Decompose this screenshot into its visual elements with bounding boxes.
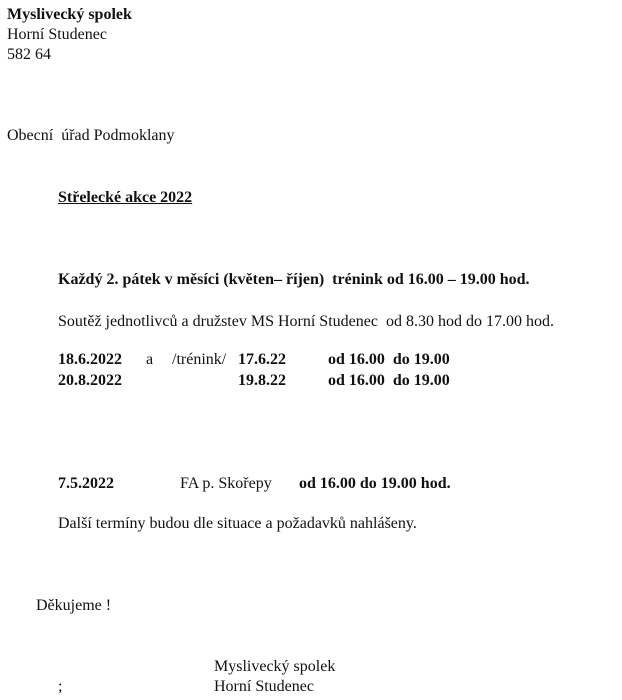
event-date: 18.6.2022	[58, 351, 122, 368]
recipient: Obecní úřad Podmoklany	[7, 127, 175, 144]
signature-place: Horní Studenec	[214, 678, 314, 695]
event-training-date: 19.8.22	[238, 372, 286, 389]
event-training-label: /trénink/	[172, 351, 227, 368]
event-date: 20.8.2022	[58, 372, 122, 389]
fa-event-time: od 16.00 do 19.00 hod.	[299, 475, 451, 492]
event-training-date: 17.6.22	[238, 351, 286, 368]
signature-mark: ;	[58, 678, 63, 695]
fa-event-label: FA p. Skořepy	[180, 475, 272, 492]
event-time: od 16.00 do 19.00	[328, 351, 450, 368]
competition-line: Soutěž jednotlivců a družstev MS Horní Studenec od 8.30 hod do 17.00 hod.	[58, 313, 554, 330]
sender-place: Horní Studenec	[7, 26, 107, 43]
sender-zip: 582 64	[7, 46, 51, 63]
thanks: Děkujeme !	[36, 597, 112, 614]
note-line: Další termíny budou dle situace a požadavků nahlášeny.	[58, 515, 417, 532]
sender-name: Myslivecký spolek	[7, 6, 132, 23]
fa-event-date: 7.5.2022	[58, 475, 114, 492]
event-connector: a	[146, 351, 154, 368]
signature-name: Myslivecký spolek	[214, 658, 336, 675]
subject-heading: Střelecké akce 2022	[58, 189, 193, 206]
event-time: od 16.00 do 19.00	[328, 372, 450, 389]
training-line: Každý 2. pátek v měsíci (květen– říjen) trénink od 16.00 – 19.00 hod.	[58, 271, 530, 288]
